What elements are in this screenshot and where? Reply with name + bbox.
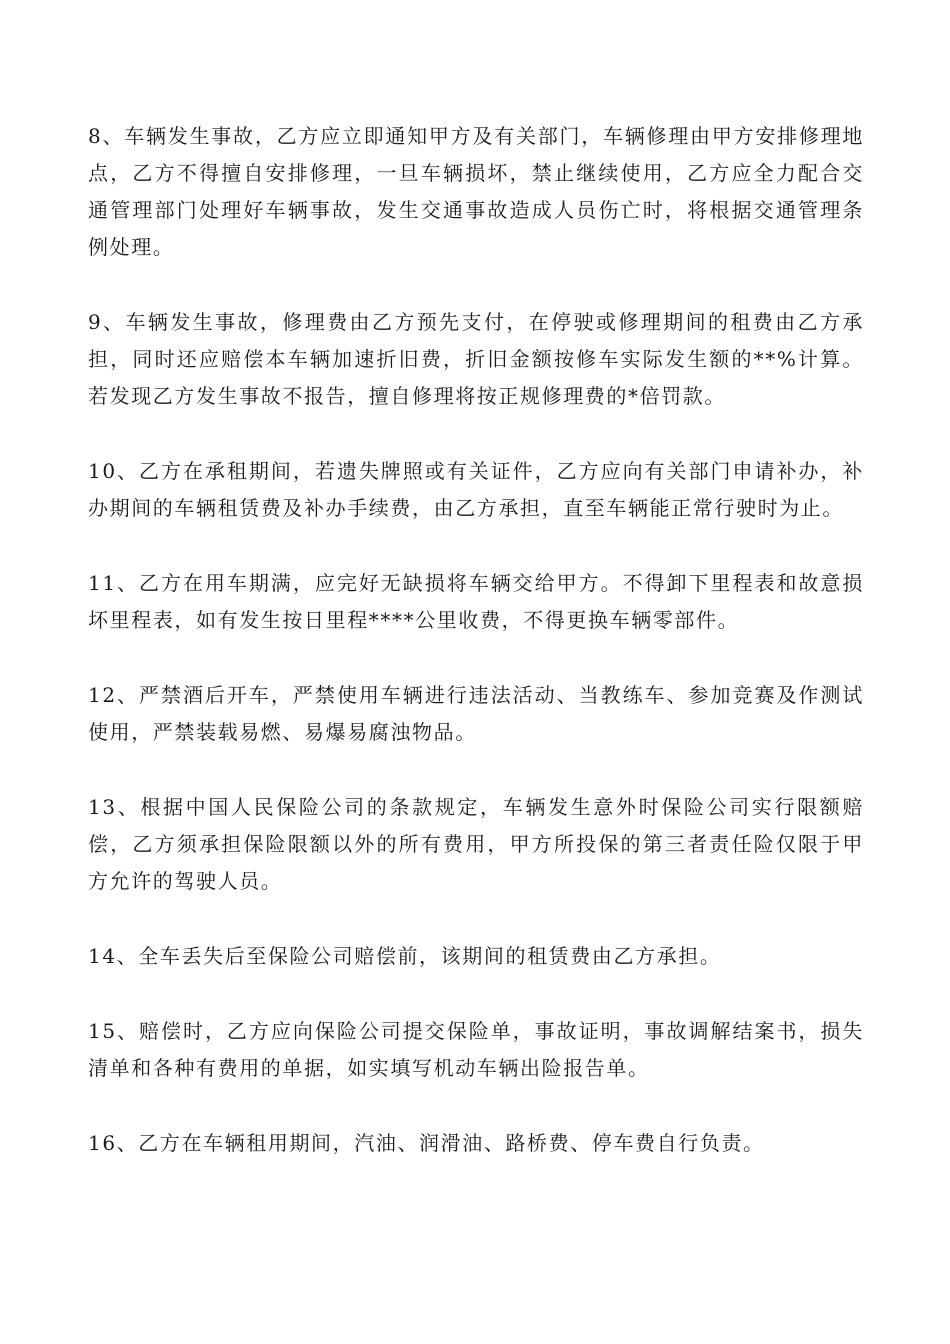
- clause-9: 9、车辆发生事故，修理费由乙方预先支付，在停驶或修理期间的租费由乙方承担，同时还应赔偿本车辆加速折旧费，折旧金额按修车实际发生额的**%计算。若发现乙方发生事故不报告，擅自修理将按正规修理费的*倍罚款。: [88, 310, 864, 408]
- document-body: [88, 118, 864, 1200]
- clause-11: 11、乙方在用车期满，应完好无缺损将车辆交给甲方。不得卸下里程表和故意损坏里程表，如有发生按日里程****公里收费，不得更换车辆零部件。: [88, 571, 864, 632]
- clause-12: 12、严禁酒后开车，严禁使用车辆进行违法活动、当教练车、参加竞赛及作测试使用，严禁装载易燃、易爆易腐浊物品。: [88, 683, 864, 744]
- clause-14: 14、全车丢失后至保险公司赔偿前，该期间的租赁费由乙方承担。: [88, 944, 722, 968]
- clause-15: 15、赔偿时，乙方应向保险公司提交保险单，事故证明，事故调解结案书，损失清单和各种有费用的单据，如实填写机动车辆出险报告单。: [88, 1019, 864, 1080]
- clause-10: 10、乙方在承租期间，若遗失牌照或有关证件，乙方应向有关部门申请补办，补办期间的车辆租赁费及补办手续费，由乙方承担，直至车辆能正常行驶时为止。: [88, 459, 864, 520]
- clause-8: 8、车辆发生事故，乙方应立即通知甲方及有关部门，车辆修理由甲方安排修理地点，乙方不得擅自安排修理，一旦车辆损坏，禁止继续使用，乙方应全力配合交通管理部门处理好车辆事故，发生交通事故造成人员伤亡时，将根据交通管理条例处理。: [88, 124, 864, 259]
- clause-16: 16、乙方在车辆租用期间，汽油、润滑油、路桥费、停车费自行负责。: [88, 1131, 765, 1155]
- clause-13: 13、根据中国人民保险公司的条款规定，车辆发生意外时保险公司实行限额赔偿，乙方须承担保险限额以外的所有费用，甲方所投保的第三者责任险仅限于甲方允许的驾驶人员。: [88, 795, 864, 893]
